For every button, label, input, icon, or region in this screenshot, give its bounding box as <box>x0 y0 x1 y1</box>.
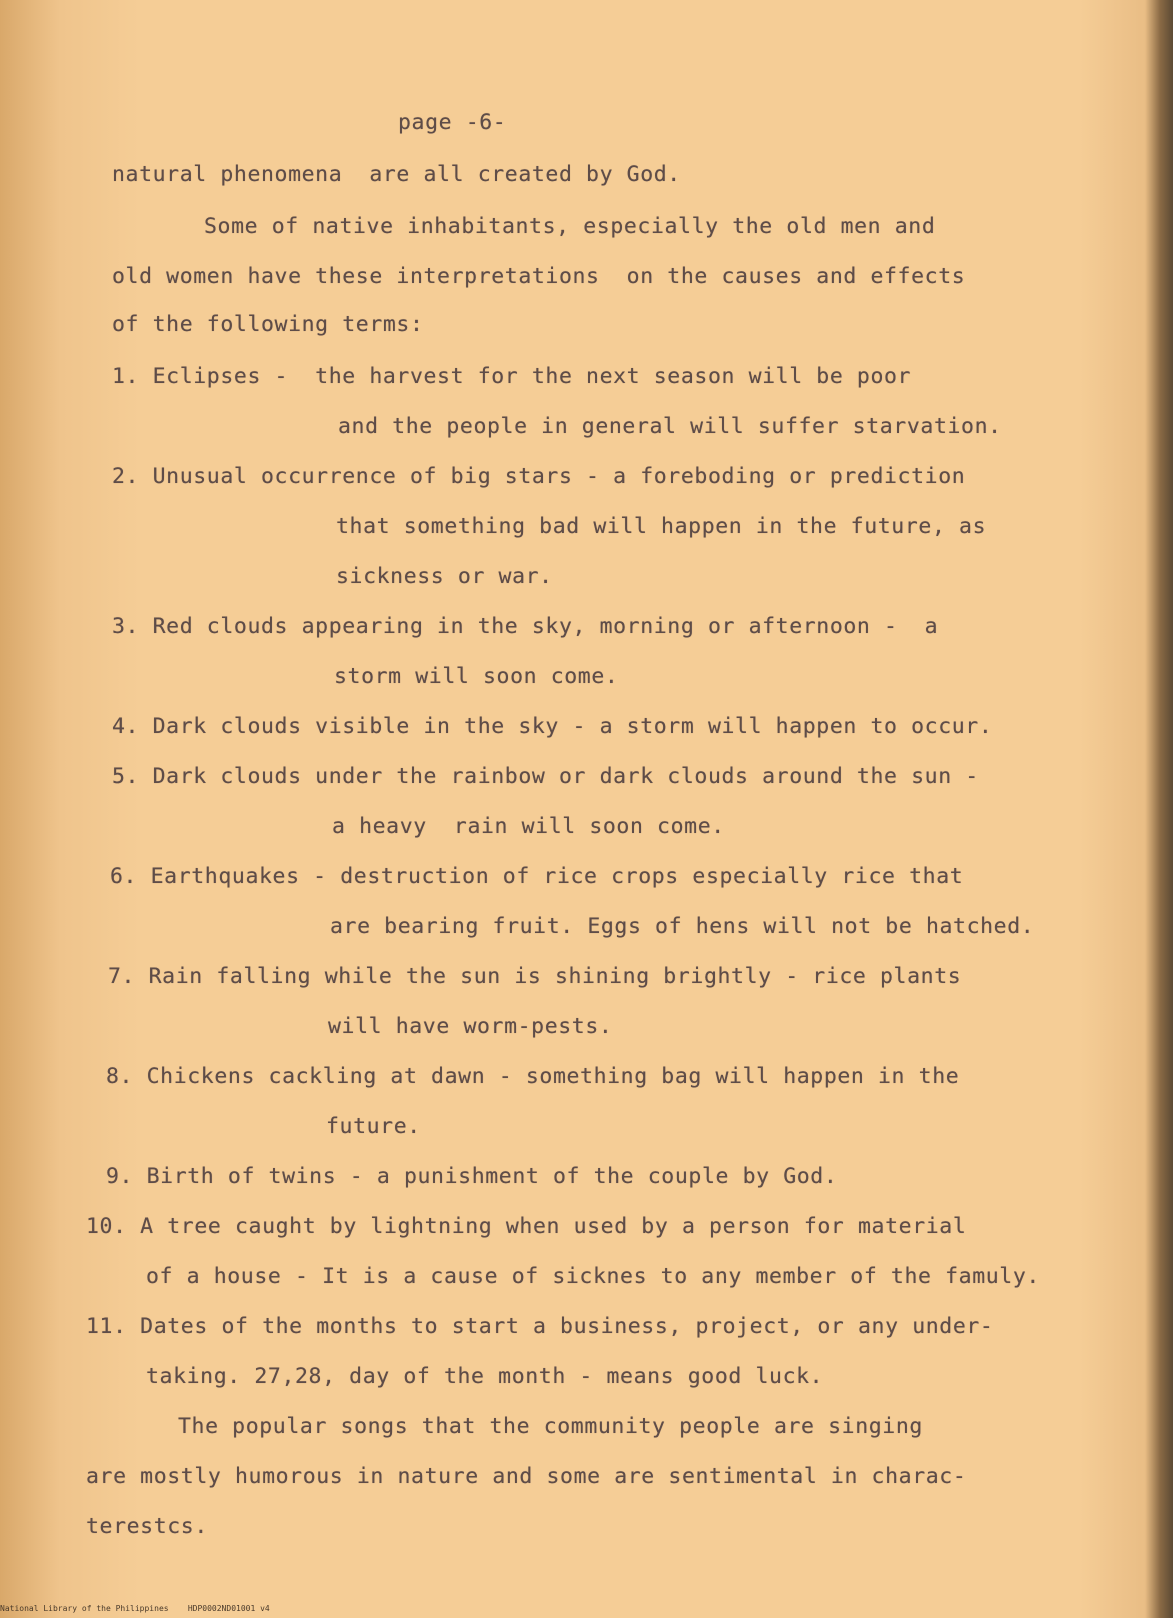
text-line: terestcs. <box>86 1514 208 1539</box>
text-line: and the people in general will suffer starvation. <box>338 414 1002 439</box>
text-line: natural phenomena are all created by God. <box>112 162 681 187</box>
text-line: will have worm-pests. <box>328 1014 613 1039</box>
text-line: that something bad will happen in the future, as <box>336 514 987 539</box>
text-line: 11. Dates of the months to start a business, project, or any under- <box>86 1314 994 1339</box>
text-line: are bearing fruit. Eggs of hens will not be hatched. <box>330 914 1035 939</box>
text-line: are mostly humorous in nature and some are sentimental in charac- <box>86 1464 967 1489</box>
archive-stamp: National Library of the Philippines HDP0002ND01001 v4 <box>0 1604 270 1613</box>
text-line: 6. Earthquakes - destruction of rice crops especially rice that <box>110 864 964 889</box>
page-number: page -6- <box>398 110 507 135</box>
text-line: 2. Unusual occurrence of big stars - a foreboding or prediction <box>112 464 966 489</box>
text-line: 10. A tree caught by lightning when used by a person for material <box>86 1214 967 1239</box>
text-line: a heavy rain will soon come. <box>332 814 725 839</box>
text-line: 3. Red clouds appearing in the sky, morning or afternoon - a <box>112 614 939 639</box>
text-line: storm will soon come. <box>334 664 619 689</box>
text-line: of a house - It is a cause of sicknes to any member of the famuly. <box>146 1264 1040 1289</box>
text-line: of the following terms: <box>112 312 424 337</box>
text-line: future. <box>326 1114 421 1139</box>
text-line: 4. Dark clouds visible in the sky - a storm will happen to occur. <box>112 714 993 739</box>
text-line: old women have these interpretations on the causes and effects <box>112 264 966 289</box>
text-line: Some of native inhabitants, especially the old men and <box>204 214 936 239</box>
text-line: 5. Dark clouds under the rainbow or dark clouds around the sun - <box>112 764 979 789</box>
text-line: 9. Birth of twins - a punishment of the couple by God. <box>106 1164 838 1189</box>
text-line: 1. Eclipses - the harvest for the next season will be poor <box>112 364 912 389</box>
text-line: taking. 27,28, day of the month - means good luck. <box>146 1364 824 1389</box>
text-line: sickness or war. <box>336 564 553 589</box>
text-line: The popular songs that the community people are singing <box>178 1414 923 1439</box>
text-line: 7. Rain falling while the sun is shining brightly - rice plants <box>108 964 962 989</box>
text-line: 8. Chickens cackling at dawn - something bag will happen in the <box>106 1064 960 1089</box>
